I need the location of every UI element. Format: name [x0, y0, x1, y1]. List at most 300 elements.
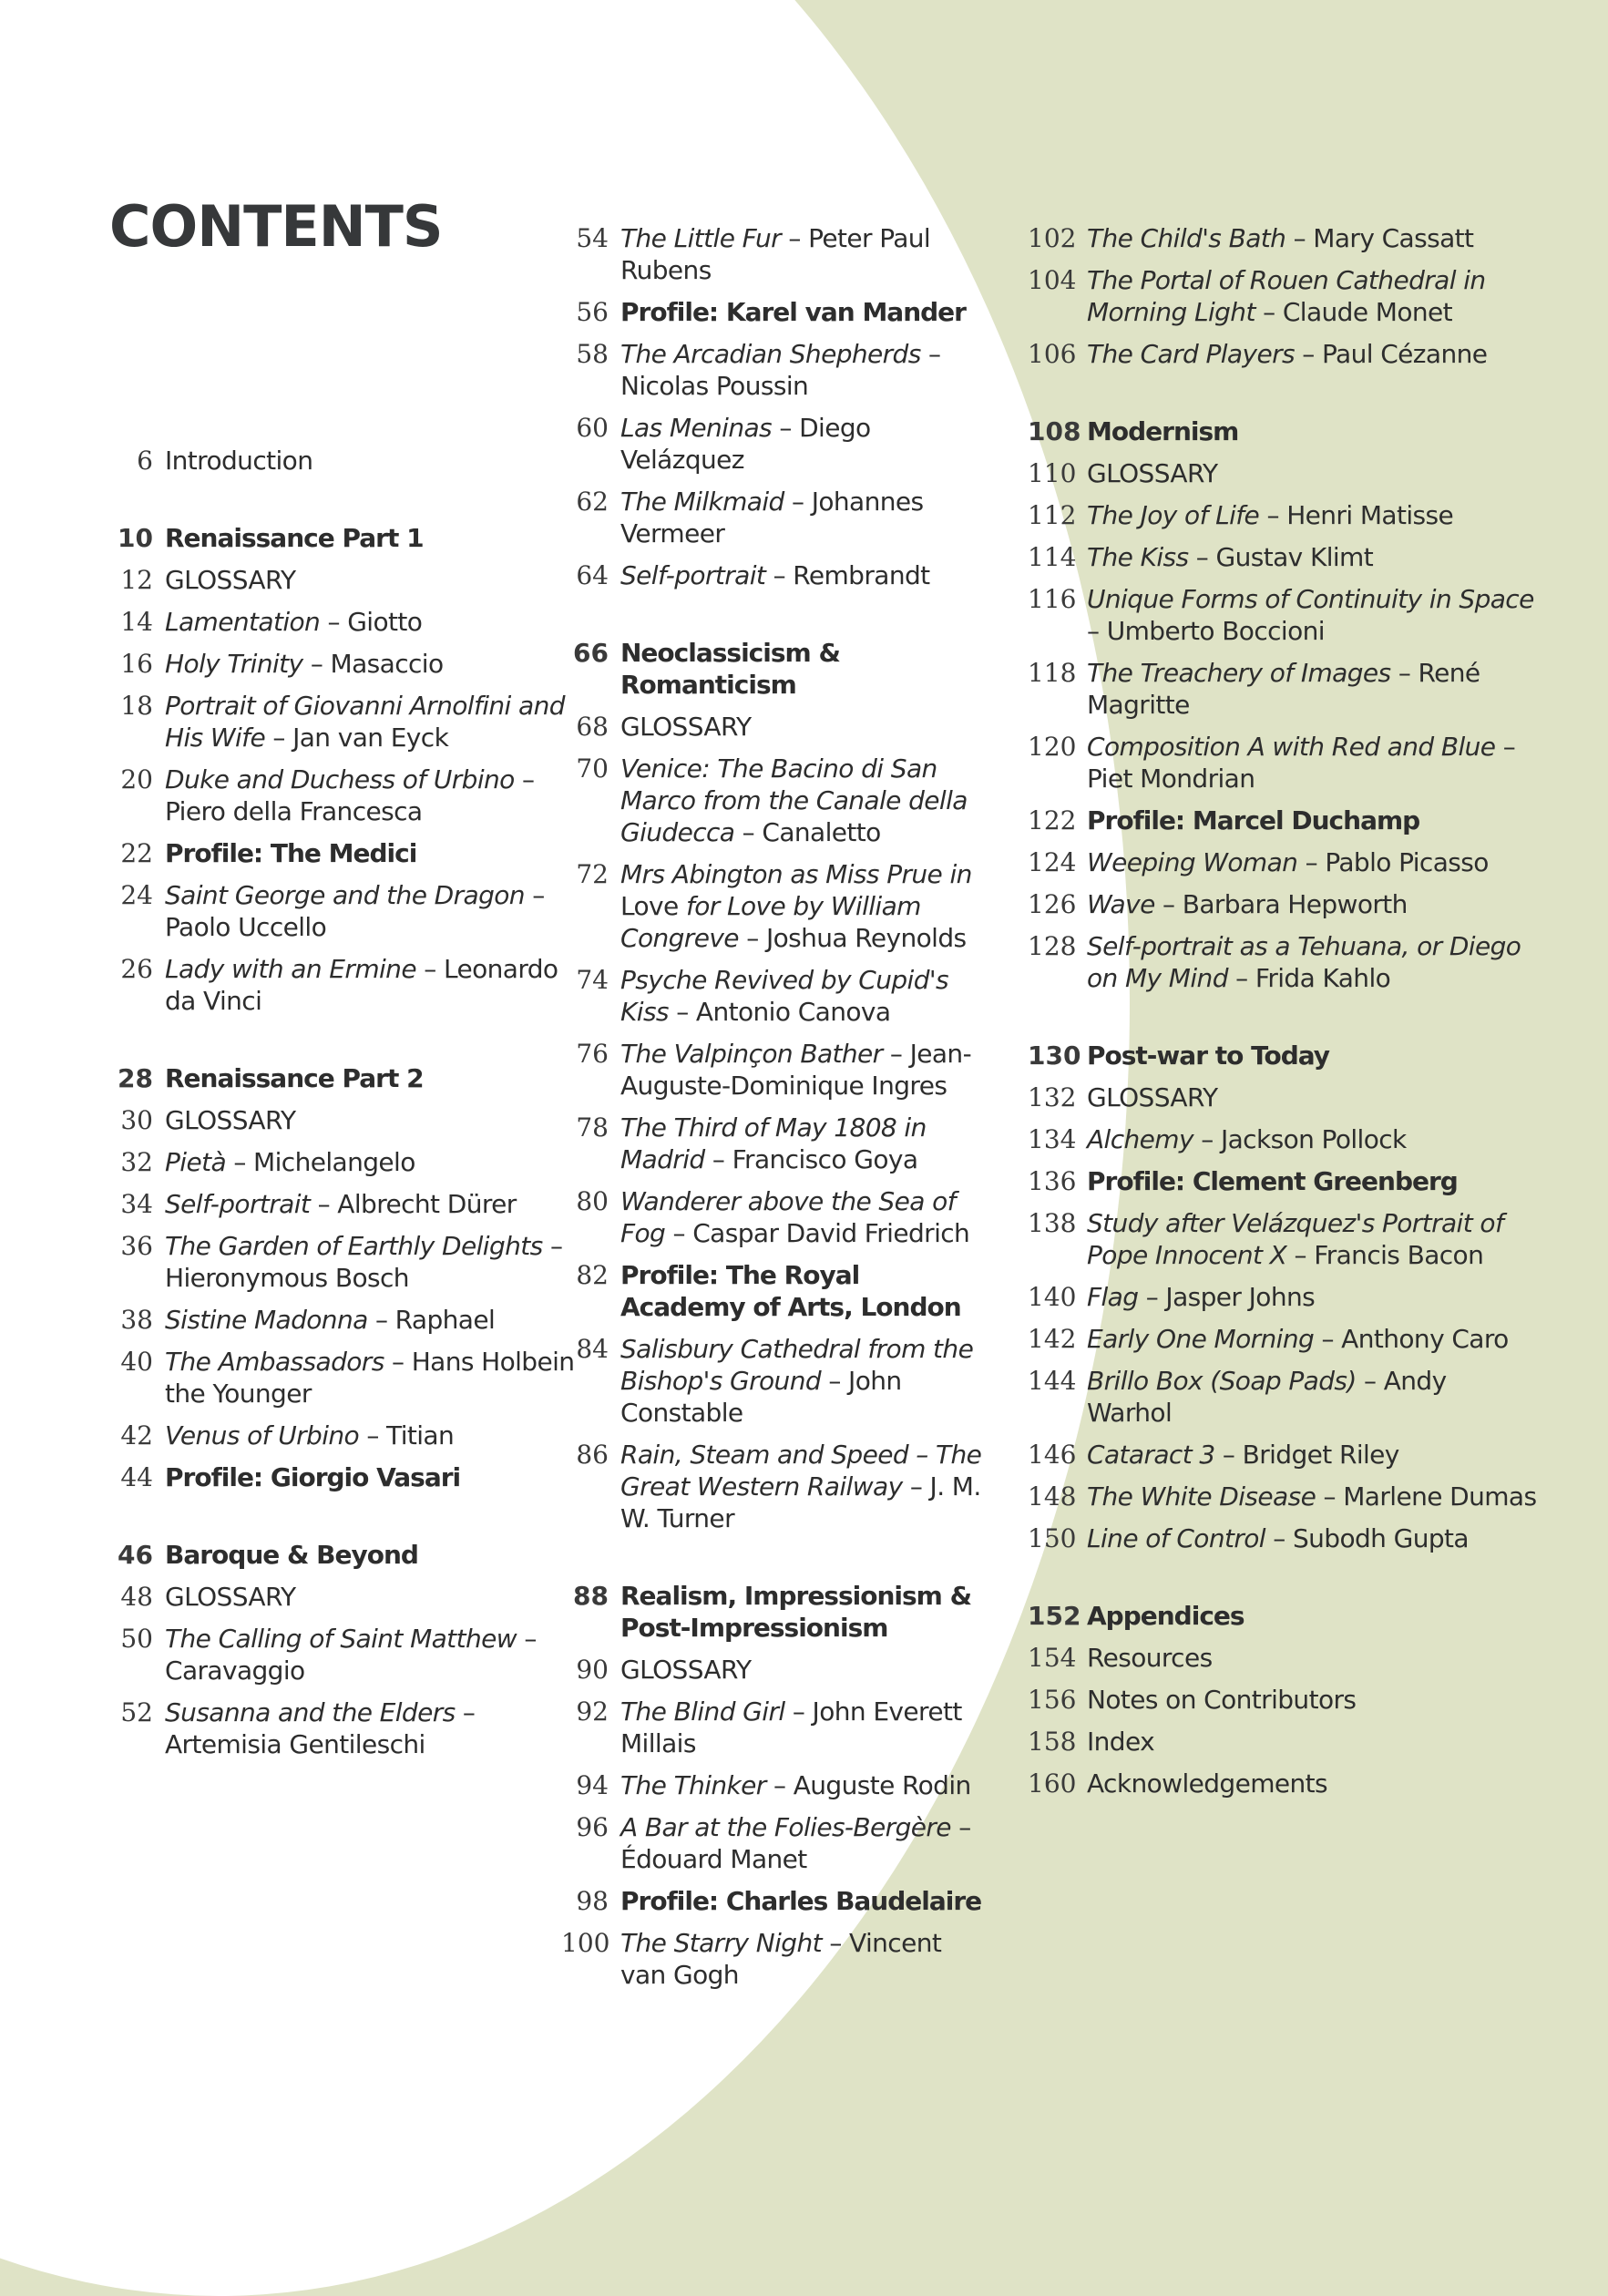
page-number: 58	[576, 339, 609, 369]
toc-entry	[1028, 1123, 1538, 1155]
entry-title	[620, 222, 989, 286]
artwork-title: Susanna and the Elders	[165, 1697, 456, 1727]
page-number: 136	[1028, 1166, 1077, 1196]
artwork-title: for Love by William Congreve	[620, 891, 921, 953]
page-number: 160	[1028, 1768, 1077, 1799]
artwork-title: Holy Trinity	[165, 649, 303, 679]
toc-entry	[1028, 657, 1538, 721]
entry-title	[165, 879, 579, 943]
toc-entry	[1028, 805, 1538, 836]
entry-text: – Marlene Dumas	[1316, 1481, 1537, 1512]
entry-title	[165, 1230, 579, 1294]
entry-text: – Jan van Eyck	[265, 723, 449, 753]
entry-title	[165, 1581, 296, 1613]
toc-entry	[1028, 583, 1538, 647]
page-number: 78	[576, 1112, 609, 1143]
entry-text: – Artemisia Gentileschi	[165, 1697, 476, 1759]
entry-text: GLOSSARY	[620, 1655, 752, 1685]
entry-title	[1087, 1165, 1458, 1197]
page-number: 138	[1028, 1208, 1077, 1238]
entry-title	[165, 1104, 296, 1136]
toc-entry	[106, 1581, 579, 1613]
page-number: 30	[120, 1105, 153, 1135]
artwork-title: Wave	[1087, 889, 1155, 919]
page-number: 150	[1028, 1523, 1077, 1553]
entry-text: Appendices	[1087, 1601, 1244, 1631]
entry-text: Profile: The Medici	[165, 838, 417, 868]
artwork-title: Wanderer above the Sea of Fog	[620, 1186, 956, 1248]
entry-title	[165, 1539, 418, 1571]
page-number: 152	[1028, 1601, 1081, 1631]
entry-title	[1087, 1081, 1218, 1113]
entry-text: – Titian	[359, 1420, 455, 1450]
page-number: 10	[118, 523, 153, 553]
entry-title	[620, 1811, 989, 1875]
toc-entry	[561, 412, 989, 476]
toc-section-heading	[561, 1580, 989, 1644]
page-number: 20	[120, 764, 153, 794]
page-number: 154	[1028, 1643, 1077, 1673]
entry-text: Love	[620, 891, 686, 921]
page-number: 22	[120, 838, 153, 868]
page-number: 56	[576, 297, 609, 327]
entry-title	[165, 1062, 424, 1094]
entry-title	[165, 690, 579, 753]
entry-title	[620, 412, 989, 476]
toc-entry	[1028, 264, 1538, 328]
artwork-title: The Joy of Life	[1087, 500, 1260, 530]
entry-text: – Jasper Johns	[1138, 1282, 1316, 1312]
entry-text: Realism, Impressionism & Post-Impressionism	[620, 1581, 972, 1643]
toc-entry	[561, 753, 989, 848]
entry-text: – Nicolas Poussin	[620, 339, 941, 401]
page-number: 70	[576, 753, 609, 784]
entry-title	[620, 964, 989, 1028]
toc-column-3	[1028, 222, 1538, 1809]
entry-text: – Édouard Manet	[620, 1812, 971, 1874]
page-number: 48	[120, 1582, 153, 1612]
artwork-title: Salisbury Cathedral from the Bishop's Ground	[620, 1334, 974, 1396]
toc-entry	[1028, 1281, 1538, 1313]
entry-title	[165, 648, 444, 680]
toc-entry	[106, 690, 579, 753]
entry-text: GLOSSARY	[165, 565, 296, 595]
entry-text: – Giotto	[320, 607, 423, 637]
page-number: 36	[120, 1231, 153, 1261]
entry-title	[620, 486, 989, 549]
page-number: 106	[1028, 339, 1077, 369]
page-number: 24	[120, 880, 153, 910]
artwork-title: Line of Control	[1087, 1523, 1265, 1553]
page-number: 72	[576, 859, 609, 889]
page-number: 26	[120, 954, 153, 984]
entry-title	[1087, 846, 1489, 878]
entry-title	[1087, 1323, 1509, 1355]
toc-entry	[106, 1420, 579, 1451]
entry-text: – Caspar David Friedrich	[665, 1218, 970, 1248]
artwork-title: Unique Forms of Continuity in Space	[1087, 584, 1534, 614]
toc-entry	[1028, 1726, 1538, 1758]
artwork-title: The Third of May 1808 in Madrid	[620, 1112, 927, 1174]
entry-text: Modernism	[1087, 416, 1239, 446]
page-title: CONTENTS	[109, 193, 443, 260]
artwork-title: Study after Velázquez's Portrait of Pope Innocent X	[1087, 1208, 1504, 1270]
page-number: 114	[1028, 542, 1077, 572]
entry-title	[620, 753, 989, 848]
page-number: 14	[120, 607, 153, 637]
entry-text: – Michelangelo	[226, 1147, 415, 1177]
toc-entry	[1028, 1207, 1538, 1271]
toc-entry	[1028, 222, 1538, 254]
toc-entry	[106, 1304, 579, 1336]
page-number: 86	[576, 1440, 609, 1470]
page-number: 124	[1028, 847, 1077, 877]
artwork-title: Venus of Urbino	[165, 1420, 360, 1450]
entry-title	[1087, 1684, 1356, 1716]
entry-text: – Rembrandt	[765, 560, 930, 590]
artwork-title: Alchemy	[1087, 1124, 1193, 1154]
toc-entry	[561, 1439, 989, 1534]
artwork-title: Sistine Madonna	[165, 1305, 368, 1335]
page-number: 12	[120, 565, 153, 595]
page-number: 110	[1028, 458, 1077, 488]
entry-title	[165, 606, 422, 638]
entry-text: – Claude Monet	[1255, 297, 1453, 327]
entry-text: – Henri Matisse	[1259, 500, 1454, 530]
entry-text: – Hans Holbein the Younger	[165, 1347, 575, 1409]
entry-title	[620, 1333, 989, 1429]
toc-entry	[1028, 1081, 1538, 1113]
artwork-title: Saint George and the Dragon	[165, 880, 525, 910]
page-number: 80	[576, 1186, 609, 1216]
artwork-title: Weeping Woman	[1087, 847, 1298, 877]
page-number: 40	[120, 1347, 153, 1377]
entry-title	[1087, 457, 1218, 489]
artwork-title: The Treachery of Images	[1087, 658, 1391, 688]
page-number: 104	[1028, 265, 1077, 295]
toc-entry	[1028, 1522, 1538, 1554]
artwork-title: The Card Players	[1087, 339, 1295, 369]
artwork-title: The Kiss	[1087, 542, 1189, 572]
entry-title	[620, 338, 989, 402]
entry-text: – Francis Bacon	[1286, 1240, 1484, 1270]
page-number: 158	[1028, 1727, 1077, 1757]
entry-text: – Bridget Riley	[1214, 1440, 1399, 1470]
entry-text: – Jackson Pollock	[1193, 1124, 1407, 1154]
page-number: 28	[118, 1063, 153, 1093]
entry-text: – Francisco Goya	[704, 1144, 918, 1174]
entry-text: – Joshua Reynolds	[738, 923, 967, 953]
page-number: 94	[576, 1770, 609, 1800]
entry-text: – Piet Mondrian	[1087, 732, 1516, 794]
toc-entry	[106, 953, 579, 1017]
page-number: 6	[137, 446, 153, 476]
entry-title	[165, 1461, 460, 1493]
entry-title	[620, 1696, 989, 1759]
entry-title	[165, 1696, 579, 1760]
toc-entry	[106, 764, 579, 827]
entry-title	[1087, 1281, 1315, 1313]
entry-title	[620, 1885, 981, 1917]
entry-title	[165, 837, 416, 869]
page-number: 42	[120, 1420, 153, 1450]
toc-entry	[1028, 846, 1538, 878]
entry-text: – Antonio Canova	[668, 997, 891, 1027]
toc-entry	[1028, 1165, 1538, 1197]
toc-section-heading	[106, 1539, 579, 1571]
toc-entry	[561, 1927, 989, 1991]
entry-text: Renaissance Part 2	[165, 1063, 424, 1093]
artwork-title: The Garden of Earthly Delights	[165, 1231, 543, 1261]
page-number: 88	[573, 1581, 609, 1611]
page-number: 50	[120, 1624, 153, 1654]
toc-entry	[561, 858, 989, 954]
toc-entry	[106, 1623, 579, 1686]
page-number: 122	[1028, 805, 1077, 835]
toc-entry	[1028, 1768, 1538, 1799]
toc-entry	[1028, 1481, 1538, 1512]
artwork-title: A Bar at the Folies-Bergère	[620, 1812, 951, 1842]
artwork-title: Brillo Box (Soap Pads)	[1087, 1366, 1357, 1396]
entry-title	[1087, 415, 1238, 447]
entry-text: – Peter Paul Rubens	[620, 223, 931, 285]
toc-entry	[561, 964, 989, 1028]
entry-text: – Albrecht Dürer	[310, 1189, 517, 1219]
page-number: 18	[120, 691, 153, 721]
toc-entry	[561, 222, 989, 286]
artwork-title: The Ambassadors	[165, 1347, 384, 1377]
page-number: 76	[576, 1039, 609, 1069]
page-number: 156	[1028, 1685, 1077, 1715]
artwork-title: Lamentation	[165, 607, 321, 637]
entry-title	[1087, 805, 1419, 836]
entry-title	[1087, 731, 1538, 794]
toc-entry	[561, 1811, 989, 1875]
toc-entry	[106, 879, 579, 943]
toc-entry	[106, 1461, 579, 1493]
toc-entry	[1028, 541, 1538, 573]
artwork-title: The Blind Girl	[620, 1696, 785, 1727]
artwork-title: The Starry Night	[620, 1928, 823, 1958]
entry-title	[1087, 583, 1538, 647]
page-number: 96	[576, 1812, 609, 1842]
entry-text: Notes on Contributors	[1087, 1685, 1357, 1715]
toc-section-heading	[106, 522, 579, 554]
entry-title	[1087, 1642, 1213, 1674]
entry-title	[165, 1188, 517, 1220]
toc-entry	[561, 559, 989, 591]
entry-title	[165, 1420, 454, 1451]
entry-text: – Hieronymous Bosch	[165, 1231, 563, 1293]
entry-text: GLOSSARY	[165, 1105, 296, 1135]
toc-entry	[561, 1769, 989, 1801]
entry-text: Resources	[1087, 1643, 1213, 1673]
page-number: 128	[1028, 931, 1077, 961]
toc-column-2	[561, 222, 989, 2001]
entry-text: Profile: Karel van Mander	[620, 297, 966, 327]
entry-text: Index	[1087, 1727, 1155, 1757]
entry-text: – Jean-Auguste-Dominique Ingres	[620, 1039, 972, 1101]
entry-title	[1087, 338, 1487, 370]
toc-entry	[1028, 731, 1538, 794]
entry-title	[165, 953, 579, 1017]
entry-text: – John Constable	[620, 1366, 902, 1428]
entry-title	[1087, 1040, 1329, 1071]
entry-title	[1087, 541, 1373, 573]
entry-text: – Umberto Boccioni	[1087, 616, 1325, 646]
entry-title	[620, 858, 989, 954]
toc-entry	[1028, 338, 1538, 370]
page-number: 46	[118, 1540, 153, 1570]
page-number: 62	[576, 487, 609, 517]
toc-entry	[106, 606, 579, 638]
entry-text: Profile: Clement Greenberg	[1087, 1166, 1458, 1196]
artwork-title: The Calling of Saint Matthew	[165, 1624, 517, 1654]
artwork-title: The White Disease	[1087, 1481, 1316, 1512]
page-number: 142	[1028, 1324, 1077, 1354]
page-number: 34	[120, 1189, 153, 1219]
page-number: 64	[576, 560, 609, 590]
entry-text: Profile: Giorgio Vasari	[165, 1462, 461, 1492]
entry-title	[1087, 1600, 1244, 1632]
artwork-title: The Valpinçon Bather	[620, 1039, 883, 1069]
artwork-title: Self-portrait	[620, 560, 766, 590]
toc-entry	[106, 1696, 579, 1760]
toc-entry	[1028, 1684, 1538, 1716]
page-number: 74	[576, 965, 609, 995]
page-number: 66	[573, 638, 609, 668]
toc-entry	[1028, 1439, 1538, 1471]
toc-entry	[106, 837, 579, 869]
entry-text: – Canaletto	[734, 817, 881, 847]
toc-entry	[1028, 499, 1538, 531]
artwork-title: The Child's Bath	[1087, 223, 1286, 253]
toc-entry	[561, 1112, 989, 1175]
page-number: 116	[1028, 584, 1077, 614]
entry-title	[620, 1927, 989, 1991]
entry-text: Post-war to Today	[1087, 1040, 1330, 1071]
page-number: 148	[1028, 1481, 1077, 1512]
page-number: 112	[1028, 500, 1077, 530]
page-number: 144	[1028, 1366, 1077, 1396]
toc-entry	[561, 1885, 989, 1917]
entry-text: Renaissance Part 1	[165, 523, 424, 553]
entry-title	[620, 1654, 752, 1686]
artwork-title: Self-portrait as a Tehuana, or Diego on My Mind	[1087, 931, 1521, 993]
entry-title	[620, 1038, 989, 1102]
page-number: 32	[120, 1147, 153, 1177]
entry-text: – Piero della Francesca	[165, 764, 535, 826]
entry-title	[1087, 222, 1473, 254]
artwork-title: The Milkmaid	[620, 487, 784, 517]
entry-title	[1087, 264, 1538, 328]
entry-text: – Gustav Klimt	[1188, 542, 1374, 572]
artwork-title: Portrait of Giovanni Arnolfini and His Wife	[165, 691, 565, 753]
toc-entry	[561, 1259, 989, 1323]
entry-text: – Paul Cézanne	[1295, 339, 1488, 369]
entry-title	[620, 1580, 989, 1644]
entry-text: – René Magritte	[1087, 658, 1480, 720]
entry-title	[165, 1146, 415, 1178]
entry-text: GLOSSARY	[620, 712, 752, 742]
entry-title	[620, 1769, 971, 1801]
page-number: 146	[1028, 1440, 1077, 1470]
toc-entry	[106, 1188, 579, 1220]
toc-entry	[1028, 1323, 1538, 1355]
page-number: 98	[576, 1886, 609, 1916]
page-number: 108	[1028, 416, 1081, 446]
toc-entry	[1028, 930, 1538, 994]
entry-text: – Auguste Rodin	[765, 1770, 971, 1800]
entry-title	[1087, 657, 1538, 721]
entry-title	[165, 445, 312, 477]
page-number: 60	[576, 413, 609, 443]
artwork-title: Las Meninas	[620, 413, 773, 443]
toc-section-heading	[1028, 1040, 1538, 1071]
entry-text: – Frida Kahlo	[1227, 963, 1391, 993]
entry-text: – Andy Warhol	[1087, 1366, 1447, 1428]
toc-entry	[106, 1346, 579, 1409]
artwork-title: The Thinker	[620, 1770, 766, 1800]
entry-title	[165, 522, 424, 554]
page-number: 118	[1028, 658, 1077, 688]
toc-entry	[1028, 457, 1538, 489]
toc-entry	[1028, 1642, 1538, 1674]
entry-title	[1087, 1768, 1327, 1799]
page-number: 100	[561, 1928, 610, 1958]
entry-title	[1087, 1726, 1154, 1758]
page-number: 44	[120, 1462, 153, 1492]
entry-text: – Mary Cassatt	[1285, 223, 1474, 253]
entry-title	[620, 637, 989, 701]
entry-title	[165, 1304, 495, 1336]
toc-section-heading	[1028, 1600, 1538, 1632]
entry-text: – Anthony Caro	[1314, 1324, 1509, 1354]
entry-title	[620, 1112, 989, 1175]
entry-title	[1087, 1123, 1407, 1155]
entry-text: – Johannes Vermeer	[620, 487, 924, 548]
page-number: 82	[576, 1260, 609, 1290]
toc-entry	[106, 1104, 579, 1136]
page-number: 126	[1028, 889, 1077, 919]
artwork-title: Mrs Abington as Miss Prue in	[620, 859, 972, 889]
toc-entry	[561, 711, 989, 743]
entry-text: – John Everett Millais	[620, 1696, 962, 1758]
artwork-title: Flag	[1087, 1282, 1139, 1312]
entry-title	[620, 559, 930, 591]
page-number: 132	[1028, 1082, 1077, 1112]
toc-entry	[561, 1333, 989, 1429]
artwork-title: Early One Morning	[1087, 1324, 1315, 1354]
entry-title	[1087, 888, 1408, 920]
toc-entry	[106, 648, 579, 680]
artwork-title: Lady with an Ermine	[165, 954, 416, 984]
entry-text: – Caravaggio	[165, 1624, 537, 1686]
entry-text: – Pablo Picasso	[1297, 847, 1489, 877]
page-number: 84	[576, 1334, 609, 1364]
entry-title	[165, 564, 296, 596]
artwork-title: Cataract 3	[1087, 1440, 1215, 1470]
page-number: 90	[576, 1655, 609, 1685]
artwork-title: Rain, Steam and Speed – The Great Western Railway	[620, 1440, 982, 1502]
toc-entry	[106, 1146, 579, 1178]
toc-entry	[561, 1654, 989, 1686]
entry-text: – Raphael	[367, 1305, 496, 1335]
entry-text: – Paolo Uccello	[165, 880, 545, 942]
entry-text: Profile: The Royal Academy of Arts, London	[620, 1260, 961, 1322]
entry-text: – J. M. W. Turner	[620, 1471, 981, 1533]
page-number: 52	[120, 1697, 153, 1727]
